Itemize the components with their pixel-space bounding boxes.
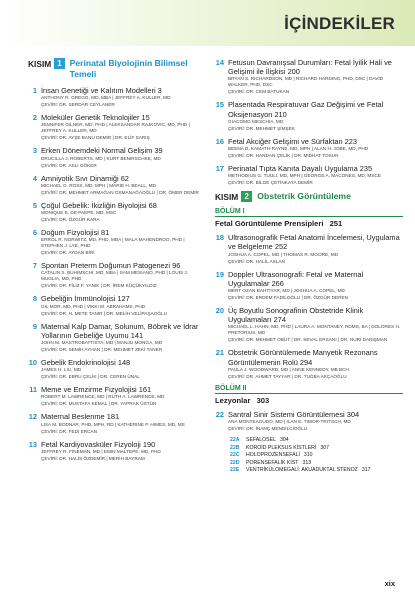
chapter-body xyxy=(41,113,208,141)
chapter-title[interactable]: Maternal Kalp Damar, Solunum, Böbrek ve İdrar Yollarının Gebeliğe Uyumu xyxy=(41,321,199,340)
chapter-title-line xyxy=(41,358,208,367)
chapter-entry[interactable] xyxy=(28,174,208,196)
chapter-title-line xyxy=(41,228,208,237)
chapter-page: 148 xyxy=(117,358,131,368)
chapter-authors: JEFFREY R. FINEMAN, MD | EMIN MALTEPE, MD, PHD xyxy=(41,448,161,454)
chapter-entry[interactable] xyxy=(215,100,403,131)
chapter-authors: MICHAEL G. ROSS, MD, MPH | MARIE H. BEALL, MD xyxy=(41,182,156,188)
chapter-body xyxy=(228,306,403,343)
chapter-entry[interactable] xyxy=(28,358,208,380)
chapter-entry[interactable] xyxy=(28,113,208,141)
chapter-authors: ERROL R. NORWITZ, MD, PHD, MBA | MALA MAHENDROO, PHD | STEPHEN J. LYE, PHD xyxy=(41,237,185,249)
subchapter-entry[interactable] xyxy=(230,467,403,473)
chapter-entry[interactable] xyxy=(215,270,403,301)
chapter-translator: ÇEVİRİ: DR. H. METE TANIR | DR. MELİH VELİPAŞAOĞLU xyxy=(41,310,167,316)
chapter-number: 20 xyxy=(215,306,224,316)
chapter-title-line xyxy=(228,233,403,251)
chapter-body xyxy=(41,174,208,196)
chapter-translator: ÇEVİRİ: DR. AYŞE BANU DEMİR | DR. ELİF SARIŞ xyxy=(41,135,150,141)
chapter-page: 274 xyxy=(273,315,286,325)
chapter-title[interactable]: Gebelik Endokrinolojisi xyxy=(41,358,116,368)
chapter-translator: ÇEVİRİ: DR. SERDAR CEYLANER xyxy=(41,102,115,108)
subchapter-entry[interactable] xyxy=(230,437,403,443)
subchapter-page: 304 xyxy=(280,437,289,444)
chapter-body xyxy=(228,100,403,131)
chapter-translator: ÇEVİRİ: DR. İNANÇ MENDİLCİOĞLU xyxy=(228,426,308,432)
chapter-title[interactable]: Üç Boyutlu Sonografinin Obstetride Klinik Uygulamaları xyxy=(228,306,364,325)
subchapter-number: 22E xyxy=(230,467,240,474)
chapter-title[interactable]: Gebeliğin İmmünolojisi xyxy=(41,294,116,304)
chapter-translator: ÇEVİRİ: DR. ÖZGÜR KARA xyxy=(41,217,100,223)
chapter-page: 141 xyxy=(130,330,144,340)
part-word: KISIM xyxy=(28,59,52,69)
chapter-title-line xyxy=(228,137,403,146)
chapter-title[interactable]: Meme ve Emzirme Fizyolojisi xyxy=(41,385,137,395)
chapter-number: 22 xyxy=(215,409,224,419)
chapter-body xyxy=(228,233,403,264)
chapter-page: 39 xyxy=(154,146,163,156)
chapter-number: 11 xyxy=(29,385,37,395)
chapter-title[interactable]: Fetal Kardiyovasküler Fizyoloji xyxy=(41,439,141,449)
chapter-number: 4 xyxy=(32,173,37,183)
chapter-title-line xyxy=(228,270,403,288)
chapter-page: 266 xyxy=(271,278,284,288)
subchapter-title: SEFALOSEL xyxy=(246,437,276,444)
chapter-title[interactable]: Spontan Preterm Doğumun Patogenezi xyxy=(41,261,171,271)
section-page: 251 xyxy=(329,219,343,229)
chapter-title[interactable]: Fetal Akciğer Gelişimi ve Sürfaktan xyxy=(228,136,343,146)
chapter-title-line xyxy=(41,261,208,270)
chapter-translator: ÇEVİRİ: DR. FEDİ ERCAN xyxy=(41,428,97,434)
chapter-translator: ÇEVİRİ: DR. AHMET TAYYAR | DR. TUĞBA AKÇAOĞLU xyxy=(228,373,347,379)
chapter-authors: BRYAN S. RICHARDSON, MD | RICHARD HARDING, PHD, DSC | DAVID WALKER, PHD, DSC xyxy=(228,76,384,88)
part-title: Perinatal Biyolojinin Bilimsel Temeli xyxy=(69,58,188,79)
subchapter-title: KOROİD PLEKSUS KİSTLERİ xyxy=(246,444,317,451)
chapter-body xyxy=(41,146,208,168)
chapter-page: 127 xyxy=(117,294,130,304)
chapter-entry[interactable] xyxy=(28,322,208,353)
chapter-body xyxy=(41,86,208,108)
chapter-title[interactable]: Obstetrik Görüntülemede Manyetik Rezonans Görüntülemenin Rolü xyxy=(228,348,378,367)
section-title: Fetal Görüntüleme Prensipleri xyxy=(215,219,324,229)
chapter-body xyxy=(228,270,403,301)
chapter-page: 210 xyxy=(274,109,287,119)
chapter-number: 6 xyxy=(32,228,37,238)
chapter-body xyxy=(41,358,208,380)
subchapter-title: VENTRİKÜLOMEGALİ: AKUADUKTAL STENOZ xyxy=(246,467,358,474)
chapter-title[interactable]: Erken Dönemdeki Normal Gelişim xyxy=(41,146,153,156)
part-2-heading xyxy=(215,191,403,202)
subchapter-number: 22B xyxy=(230,444,240,451)
chapter-page: 181 xyxy=(106,412,120,422)
part-number-badge: 2 xyxy=(241,191,252,202)
chapter-body xyxy=(41,440,208,462)
chapter-number: 3 xyxy=(32,146,37,156)
chapter-authors: ROBERT M. LAWRENCE, MD | RUTH A. LAWRENCE, MD xyxy=(41,394,165,400)
chapter-page: 252 xyxy=(274,242,288,252)
chapter-page: 15 xyxy=(141,113,150,123)
chapter-title[interactable]: Çoğul Gebelik: İkizliğin Biyolojisi xyxy=(41,200,147,210)
chapter-title[interactable]: Moleküler Genetik Teknolojiler xyxy=(41,113,140,123)
chapter-list-right xyxy=(215,58,403,186)
subchapter-list xyxy=(215,437,403,473)
chapter-number: 7 xyxy=(32,261,37,271)
subchapter-page: 310 xyxy=(303,452,313,459)
chapter-body xyxy=(41,412,208,434)
chapter-page: 68 xyxy=(148,200,157,210)
chapter-translator: ÇEVİRİ: DR. SEMİH AYHAN | DR. MEHMET ZEKİ TANER xyxy=(41,347,163,353)
chapter-page: 235 xyxy=(359,164,373,174)
chapter-page: 200 xyxy=(287,67,300,77)
chapter-body xyxy=(41,294,208,316)
chapter-translator: ÇEVİRİ: DR. FİLİZ F. YANIK | DR. İREM KÜÇÜKYILDIZ xyxy=(41,283,157,289)
chapter-number: 17 xyxy=(215,164,224,174)
chapter-entry[interactable] xyxy=(215,137,403,159)
chapter-body xyxy=(41,322,208,353)
chapter-number: 21 xyxy=(215,348,224,358)
chapter-authors: ANTHONY R. GREGG, MD, MBA | JEFFREY A. KULLER, MD xyxy=(41,95,171,101)
chapter-authors: GIACOMO MESCHIA, MD xyxy=(228,118,284,124)
page-number: xix xyxy=(384,579,395,588)
chapter-entry[interactable] xyxy=(28,146,208,168)
chapter-entry[interactable] xyxy=(28,385,208,407)
chapter-title-line xyxy=(228,164,403,173)
part-word: KISIM xyxy=(215,192,239,203)
chapter-page: 304 xyxy=(346,409,360,419)
chapter-title[interactable]: Amniyotik Sıvı Dinamiği xyxy=(41,173,119,183)
chapter-list-section-1 xyxy=(215,233,403,380)
chapter-number: 1 xyxy=(32,86,37,95)
subchapter-number: 22A xyxy=(230,437,240,444)
chapter-entry[interactable] xyxy=(28,86,208,108)
chapter-authors: GIL MOR, MD, PHD | VIKKI M. ABRAHAMS, PHD xyxy=(41,303,146,309)
chapter-entry[interactable] xyxy=(28,412,208,434)
section-title: Lezyonlar xyxy=(215,395,251,405)
chapter-page: 223 xyxy=(344,136,358,146)
chapter-authors: MONIQUE E. DE PAEPE, MD, MSC xyxy=(41,210,117,216)
chapter-entry[interactable] xyxy=(215,164,403,186)
chapter-entry[interactable] xyxy=(28,294,208,316)
chapter-title-line xyxy=(41,174,208,183)
chapter-title-line xyxy=(41,440,208,449)
subchapter-entry[interactable] xyxy=(230,460,403,466)
chapter-title-line xyxy=(228,410,403,419)
chapter-entry[interactable] xyxy=(215,306,403,343)
chapter-translator: ÇEVİRİ: DR. EBRU ÇELİK | DR. CEREN ÜNAL xyxy=(41,374,140,380)
chapter-translator: ÇEVİRİ: DR. BİLGE ÇETİNKAYA DEMİR xyxy=(228,180,313,186)
chapter-number: 10 xyxy=(28,358,37,368)
chapter-title-line xyxy=(228,100,403,118)
chapter-page: 190 xyxy=(142,439,156,449)
chapter-translator: ÇEVİRİ: DR. HALİS ÖZDEMİR | MERİH BAYRAM xyxy=(41,455,145,461)
chapter-entry[interactable] xyxy=(215,58,403,95)
chapter-title-line xyxy=(41,201,208,210)
chapter-body xyxy=(41,228,208,256)
chapter-translator: ÇEVİRİ: DR. MEHMET ŞİMŞEK xyxy=(228,125,295,131)
subchapter-page: 317 xyxy=(361,467,371,474)
chapter-body xyxy=(228,137,403,159)
chapter-authors: DRUCILLA J. ROBERTS, MD | KURT BENIRSCHKE, MD xyxy=(41,155,161,161)
chapter-authors: METHODIUS G. TUULI, MD, MPH | GEORGE A. MACONES, MD, MSCE xyxy=(228,173,381,179)
chapter-title-line xyxy=(41,322,208,340)
subchapter-page: 313 xyxy=(302,459,312,466)
chapter-title[interactable]: Plasentada Respiratuvar Gaz Değişimi ve Fetal Oksijenasyon xyxy=(228,100,384,119)
section-page: 303 xyxy=(256,395,270,405)
chapter-translator: ÇEVİRİ: DR. MEHMET ARMAĞAN OSMANAĞAOĞLU | DR. ÖMER DEMİR xyxy=(41,189,199,195)
left-column xyxy=(28,58,208,467)
chapter-number: 12 xyxy=(28,412,37,422)
chapter-translator: ÇEVİRİ: DR. HANDAN ÇELİK | DR. MİDHAT TOSUN xyxy=(228,153,339,159)
chapter-number: 16 xyxy=(215,136,224,146)
chapter-title[interactable]: Fetusun Davranışsal Durumları: Fetal İyilik Hali ve Gelişimi ile İlişkisi xyxy=(228,58,392,77)
chapter-title-line xyxy=(41,385,208,394)
chapter-number: 14 xyxy=(215,58,224,67)
chapter-number: 13 xyxy=(28,439,37,449)
subchapter-entry[interactable] xyxy=(230,452,403,458)
chapter-translator: ÇEVİRİ: DR. ASLI GÖKER xyxy=(41,162,97,168)
chapter-translator: ÇEVİRİ: DR. HALİL ASLAN xyxy=(228,258,285,264)
subchapter-number: 22C xyxy=(230,452,240,459)
chapter-title[interactable]: Doppler Ultrasonografi: Fetal ve Maternal Uygulamalar xyxy=(228,269,364,288)
chapter-authors: JAMES H. LIU, MD xyxy=(41,367,82,373)
chapter-body xyxy=(41,385,208,407)
chapter-authors: LISA M. BODNAR, PHD, MPH, RD | KATHERINE P. HIMES, MD, MS xyxy=(41,421,185,427)
chapter-authors: JOSHUA A. COPEL, MD | THOMAS R. MOORE, MD xyxy=(228,251,339,257)
chapter-page: 294 xyxy=(299,357,313,367)
chapter-authors: CATALIN S. BUHIMSCHI, MD, MBA | SAM MESIANO, PHD | LOUIS J. MUGLIA, MD, PHD xyxy=(41,270,189,282)
chapter-body xyxy=(41,261,208,289)
chapter-list-left xyxy=(28,86,208,462)
chapter-body xyxy=(41,201,208,223)
section-label: BÖLÜM I xyxy=(215,208,245,216)
chapter-title-line xyxy=(41,294,208,303)
chapter-title[interactable]: Santral Sinir Sistemi Görüntülemesi xyxy=(228,409,345,419)
subchapter-title: PORENSEFALİK KİST xyxy=(246,459,299,466)
chapter-authors: MERT OZAN BAHTİYAR, MD | JOSHUA A. COPEL, MD xyxy=(228,288,345,294)
chapter-body xyxy=(228,348,403,379)
chapter-authors: ANA MONTEAGUDO, MD | ILAN E. TIMOR-TRITSCH, MD xyxy=(228,419,351,425)
chapter-number: 18 xyxy=(215,233,224,243)
chapter-page: 81 xyxy=(100,228,110,238)
chapter-entry[interactable] xyxy=(28,228,208,256)
chapter-number: 5 xyxy=(32,200,37,210)
right-column xyxy=(215,58,403,475)
chapter-title-line xyxy=(41,86,208,95)
chapter-authors: PAULA J. WOODWARD, MD | ANNE KENNEDY, MB BCH xyxy=(228,366,349,372)
part-1-heading xyxy=(28,58,208,80)
chapter-entry[interactable] xyxy=(215,410,403,432)
section-title-row xyxy=(215,216,403,228)
page-title: İÇİNDEKİLER xyxy=(284,14,395,33)
chapter-title-line xyxy=(228,306,403,324)
chapter-translator: ÇEVİRİ: DR. CEM BATUKAN xyxy=(228,89,290,95)
chapter-title[interactable]: Perinatal Tıpta Kanıta Dayalı Uygulama xyxy=(228,164,358,174)
chapter-title-line xyxy=(41,146,208,155)
chapter-title[interactable]: Ultrasonografik Fetal Anatomi İncelemesi, Uygulama ve Belgeleme xyxy=(228,233,400,252)
chapter-number: 8 xyxy=(32,294,37,304)
subchapter-title: HOLOPROZENSEFALİ xyxy=(246,452,300,459)
section-title-row xyxy=(215,393,403,405)
chapter-title-line xyxy=(41,113,208,122)
subchapter-entry[interactable] xyxy=(230,445,403,451)
part-number-badge: 1 xyxy=(54,58,64,69)
chapter-page: 161 xyxy=(138,385,152,395)
section-label: BÖLÜM II xyxy=(215,384,247,392)
chapter-translator: ÇEVİRİ: DR. AYDAN BİRİ xyxy=(41,250,95,256)
chapter-page: 62 xyxy=(120,173,129,183)
chapter-title-line xyxy=(228,58,403,76)
chapter-entry[interactable] xyxy=(28,201,208,223)
subchapter-number: 22D xyxy=(230,459,240,466)
chapter-page: 96 xyxy=(172,261,181,271)
chapter-authors: JOHN M. MASTROBATTISTA, MD | MANJU MONGA, MD xyxy=(41,340,163,346)
chapter-translator: ÇEVİRİ: DR. ERDEM FADILOĞLU | DR. ÖZGÜR DEREN xyxy=(228,295,348,301)
part-title: Obstetrik Görüntüleme xyxy=(257,191,351,202)
chapter-body xyxy=(228,164,403,186)
subchapter-page: 307 xyxy=(320,444,329,451)
chapter-translator: ÇEVİRİ: DR. MUSTAFA KEMAL | DR. YAPRAK ÜSTÜN xyxy=(41,401,157,407)
chapter-title[interactable]: Maternal Beslenme xyxy=(41,412,105,422)
chapter-title-line xyxy=(41,412,208,421)
chapter-translator: ÇEVİRİ: DR. MEHMET OBUT | DR. SEVAL ERSANI | DR. NURİ DANIŞMAN xyxy=(228,337,388,343)
chapter-body xyxy=(228,410,403,432)
chapter-title-line xyxy=(228,348,403,366)
chapter-entry[interactable] xyxy=(215,348,403,379)
chapter-authors: MICHAEL L. HAHN, MD, PHD | LAURA A. MONTANEY, RDMS, BA | DOLORES H. PRETORIUS, MD xyxy=(228,324,401,336)
chapter-title[interactable]: İnsan Genetiği ve Kalıtım Modelleri xyxy=(41,86,156,95)
chapter-authors: JENNIFER GILNER, MD, PHD | ALEKSANDAR RAJKOVIC, MD, PHD | JEFFREY A. KULLER, MD xyxy=(41,122,190,134)
chapter-list-section-2 xyxy=(215,410,403,432)
chapter-authors: BEENA D. KAMATH-RAYNE, MD, MPH | ALAN H. JOBE, MD, PHD xyxy=(228,146,369,152)
chapter-entry[interactable] xyxy=(28,261,208,289)
chapter-entry[interactable] xyxy=(28,440,208,462)
chapter-number: 2 xyxy=(32,113,37,123)
chapter-number: 9 xyxy=(32,321,37,331)
chapter-page: 3 xyxy=(157,86,162,95)
chapter-number: 15 xyxy=(215,100,224,110)
chapter-body xyxy=(228,58,403,95)
chapter-number: 19 xyxy=(215,269,224,279)
chapter-entry[interactable] xyxy=(215,233,403,264)
chapter-title[interactable]: Doğum Fizyolojisi xyxy=(41,228,99,238)
